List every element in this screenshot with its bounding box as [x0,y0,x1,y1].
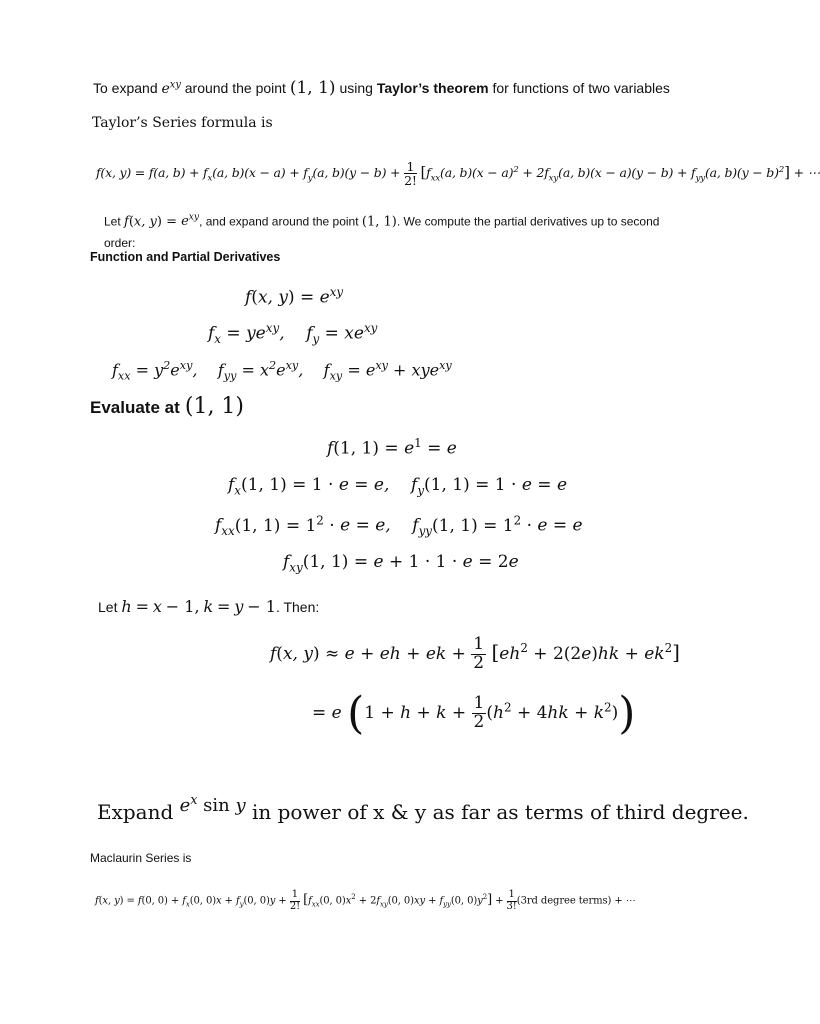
intro-using: using [335,80,377,96]
approx-line-2: = e (1 + h + k + $\frac{1}{2}$ $(h^2 + 4hk + k^2)$) [312,688,636,739]
intro-mid: around the point [180,80,290,96]
eq-second-derivatives: $f_{xx} = y^2e^{xy}$, $f_{yy} = x^2e^{xy}$, $f_{xy} = e^{xy} + xye^{xy}$ [112,359,452,383]
heading-evaluate-text: Evaluate at [90,398,180,417]
approx-line-1: f(x, y) ≈ e + eh + ek + $\frac{1}{2}$ $[eh^2 + 2(2e)hk + ek^2]$ [270,634,680,673]
taylor-formula: f(x, y) = f(a, $b) + f_x(a$, $b)(x - a) + f_y(a$, b)(y − b) + $\frac{1}{2!}$ [$f_{xx}(a$, $b)(x - a)^2 + 2f_{xy}(a$, $b)(x - a)(y - b) + f_{yy}(a$, $b)(y - b)^2$] + ⋯ [96,159,820,189]
let-line-1: Let f(x, $y) = e^{xy}$, and expand around the point (1, 1). We compute the partial derivatives up to second [104,213,660,230]
heading-derivatives: Function and Partial Derivatives [90,250,281,264]
heading-evaluate [90,394,244,419]
intro-prefix: To expand [93,80,162,96]
let-hk: Let h = x − 1, k = y − 1. Then: [98,597,320,616]
eq-first-derivatives: $f_x = ye^{xy}$, $f_y = xe^{xy}$ [208,321,378,347]
maclaurin-formula: f(x, y) = f(0, $0) + f_x(0$, $0)x + f_y(0$, 0)y + $\frac{1}{2!}$ [$f_{xx}(0$, $0)x^2 + 2f_{xy}(0$, $0)xy + f_{yy}(0$, $0)y^2$] + $\frac{1}{3!}$ (3rd degree terms) + ⋯ [95,889,636,912]
maclaurin-label: Maclaurin Series is [90,851,192,865]
intro-sentence [93,78,670,98]
eval-second: $f_{xx}(1$, $1) = 1^2 \cdot e = e$, $f_{yy}(1$, $1) = 1^2 \cdot e = e$ [215,513,583,539]
formula-label: Taylor’s Series formula is [92,115,273,131]
eval-f: f(1, $1) = e^1 = e$ [327,436,457,459]
intro-expr: $e^{xy}$ [161,79,181,97]
eval-first: $f_x(1$, 1) = 1 · e = e, $f_y(1$, 1) = 1 · e = e [228,475,568,498]
let-line-2: order: [104,236,136,250]
heading-evaluate-point: (1, 1) [184,394,245,419]
expand-heading-word: Expand [97,800,174,824]
intro-point: (1, 1) [289,78,336,98]
expand-heading-rest: in power of x & y as far as terms of third degree. [251,800,749,824]
intro-theorem: Taylor’s theorem [376,80,489,96]
expand-heading: Expand $e^x$ sin y in power of x & y as far as terms of third degree. [97,792,749,824]
intro-suffix: for functions of two variables [488,80,670,96]
eval-mixed: $f_{xy}(1$, 1) = e + 1 · 1 · e = 2e [283,552,519,575]
eq-f: f(x, $y) = e^{xy}$ [245,285,344,308]
